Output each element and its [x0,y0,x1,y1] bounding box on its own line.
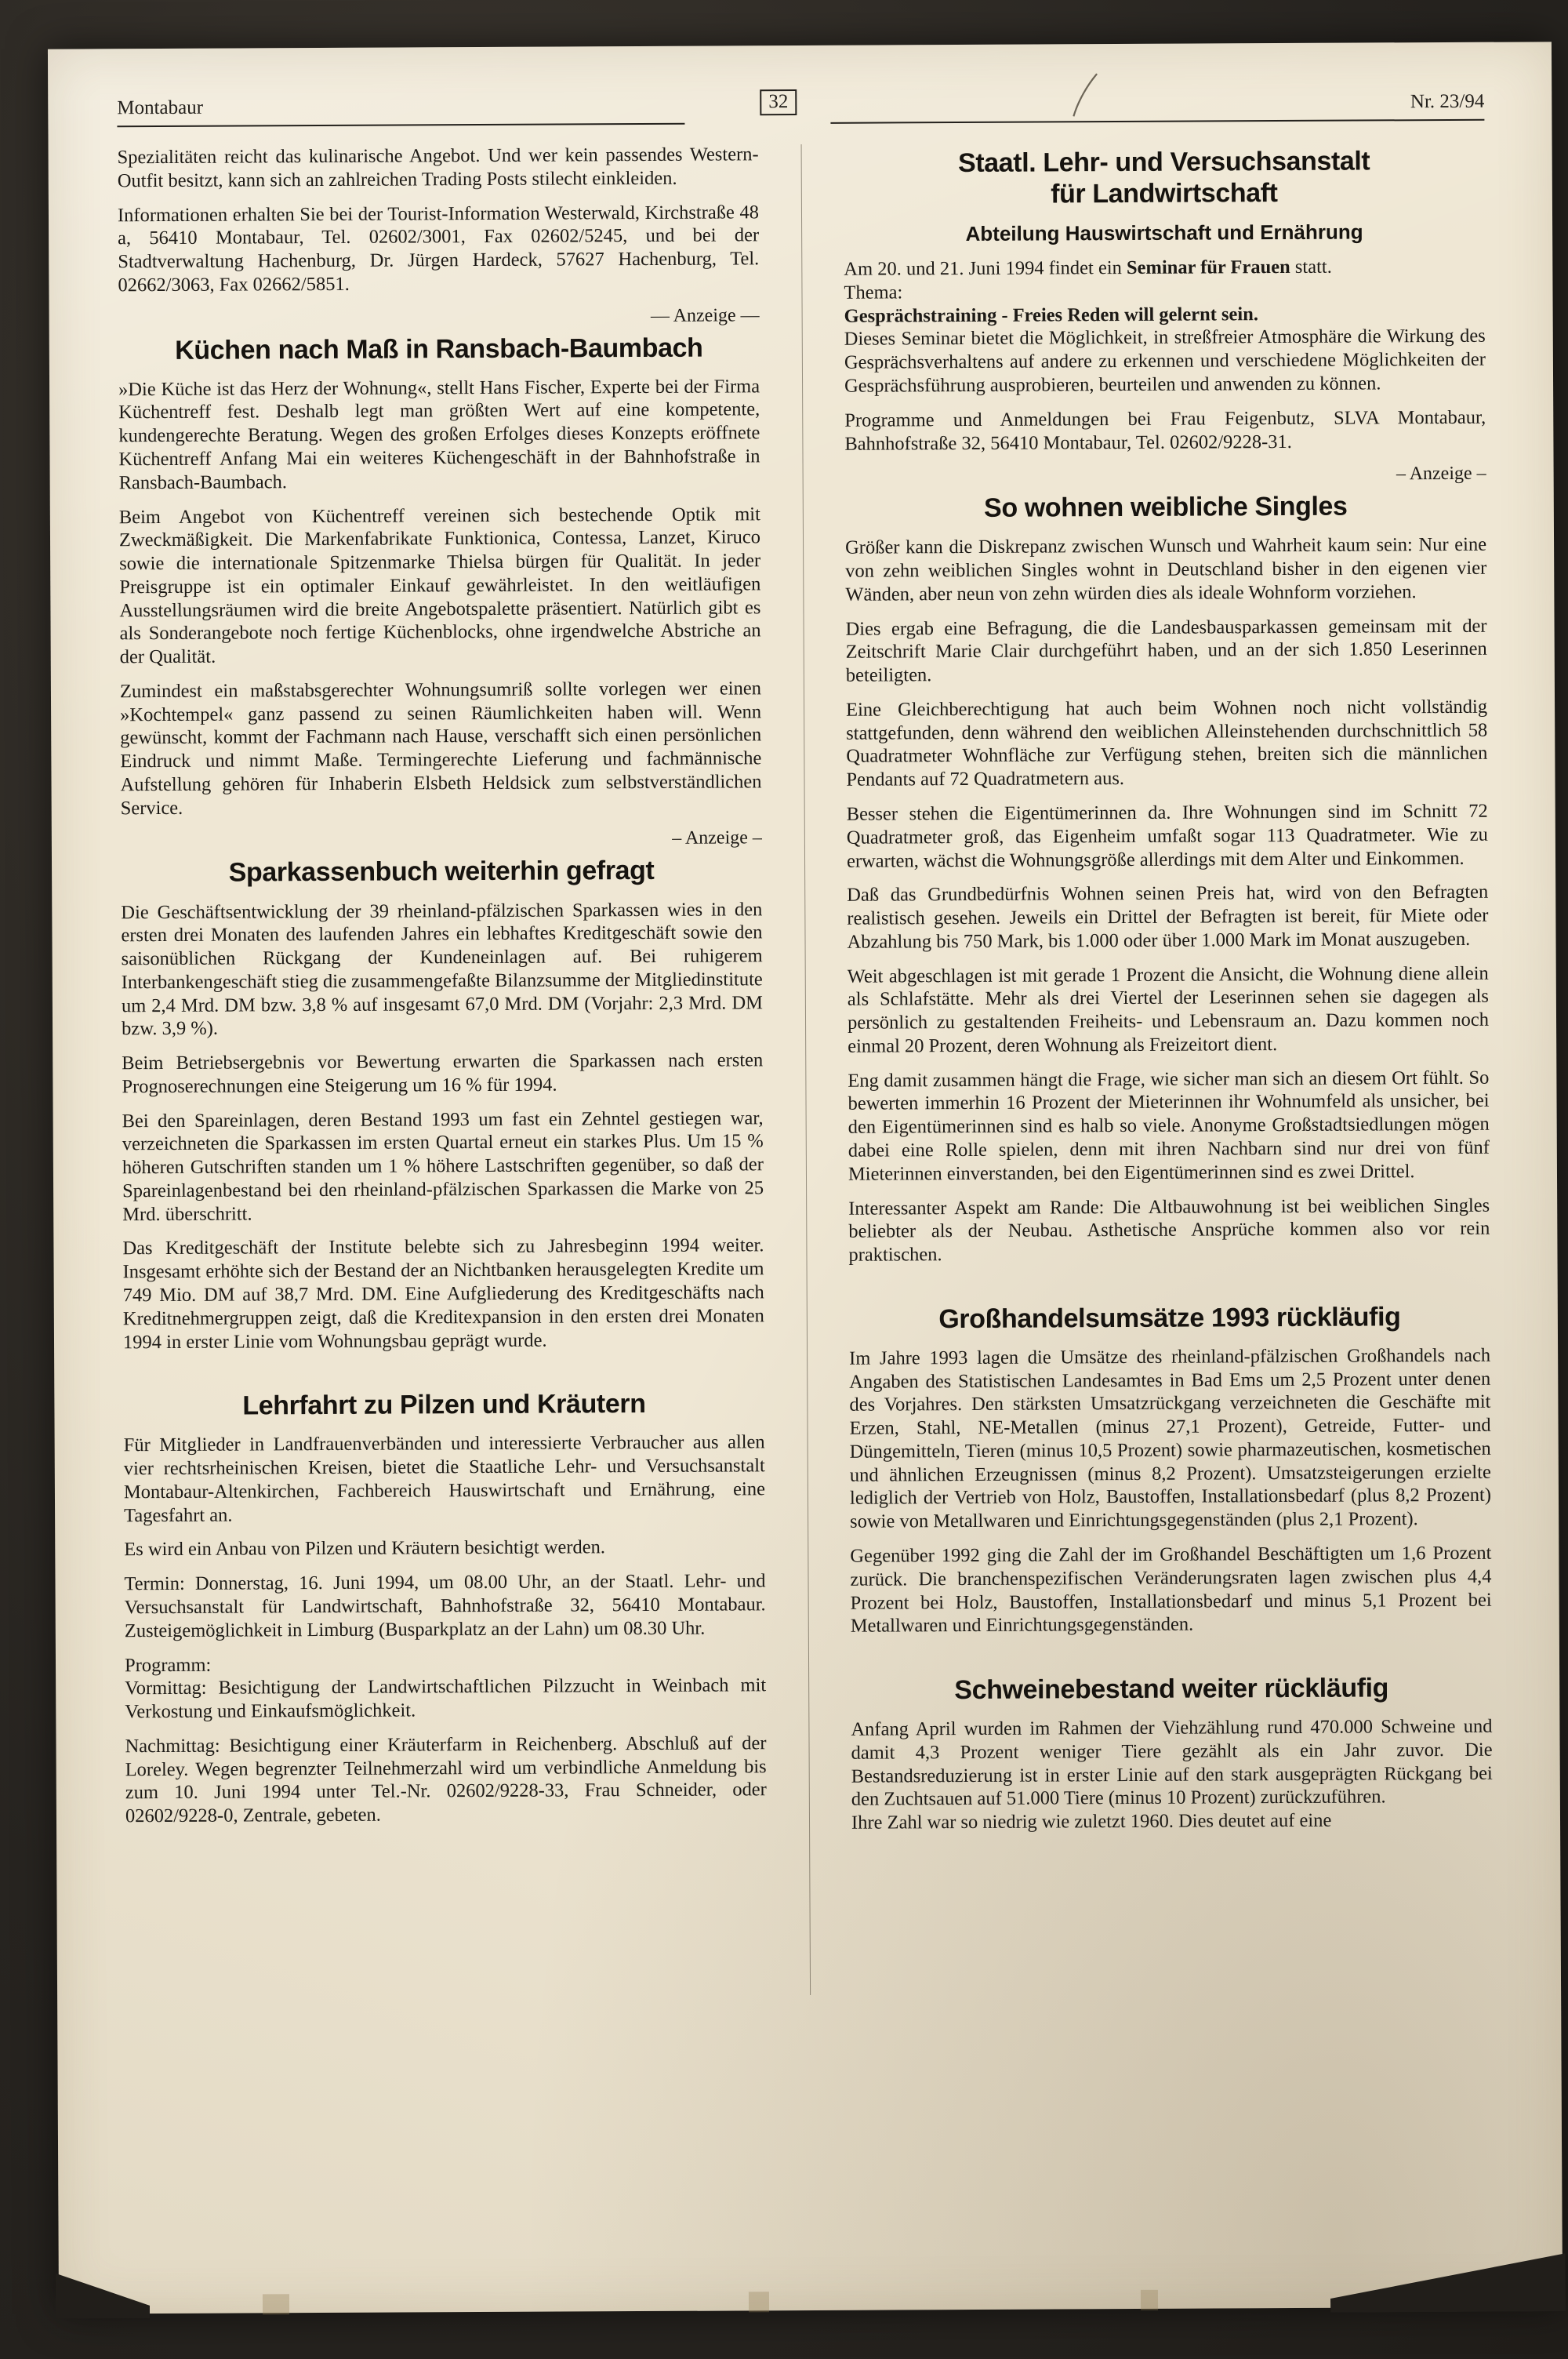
right-article-2-paragraph-5: Daß das Grundbedürfnis Wohnen seinen Preis hat, wird von den Befragten realistisch gesehen. Jeweils ein Drittel der Befragten ist bereit, für Miete oder Abzahlung bis 750 Mark, bis 1.000 oder über 1.000 Mark im Monat auszugeben. [847,881,1489,953]
newspaper-page [48,42,1563,2314]
right-article-3-paragraph-1: Im Jahre 1993 lagen die Umsätze des rheinland-pfälzischen Großhandels nach Angaben des Statistischen Landesamtes in Bad Ems um 2,5 Prozent unter denen des Vorjahres. Den stärksten Umsatzrückgang verzeichneten die Geschäfte mit Erzen, Stahl, NE-Metallen (minus 27,1 Prozent), Getreide, Futter- und Düngemitteln, Tieren (minus 10,5 Prozent) sowie pharmazeutischen, kosmetischen und ähnlichen Erzeugnissen (minus 8,2 Prozent). Umsatzsteigerungen erzielte lediglich der Vertrieb von Holz, Baustoffen, Installationsbedarf (plus 8,2 Prozent) sowie von Metallwaren und Einrichtungsgegenständen (plus 2,1 Prozent). [849,1344,1492,1532]
tape-mark-center [749,2292,769,2312]
article-3-paragraph-5: Vormittag: Besichtigung der Landwirtschaftlichen Pilzzucht in Weinbach mit Verkostung und Einkaufsmöglichkeit. [125,1674,767,1723]
article-1-paragraph-3: Zumindest ein maßstabsgerechter Wohnungsumriß sollte vorlegen wer einen »Kochtempel« ganz passend zu seinen Räumlichkeiten haben will. Wenn gewünscht, kommt der Fachmann nach Hause, verschafft sich einen persönlichen Eindruck und nimmt Maße. Termingerechte Lieferung und fachmännische Aufstellung gehören für Inhaberin Elsbeth Heldsick zum selbstverständlichen Service. [119,678,762,819]
right-article-2-paragraph-8: Interessanter Aspekt am Rande: Die Altbauwohnung ist bei weiblichen Singles beliebter als der Neubau. Asthetische Ansprüche kommen also vor rein praktischen. [848,1194,1490,1266]
right-column [844,140,1494,1846]
article-3-paragraph-6: Nachmittag: Besichtigung einer Kräuterfarm in Reichenberg. Abschluß auf der Loreley. Wegen begrenzter Teilnehmerzahl wird um verbindliche Anmeldung bis zum 10. Juni 1994 unter Tel.-Nr. 02602/9228-33, Frau Schneider, oder 02602/9228-0, Zentrale, gebeten. [125,1732,767,1827]
article-1-paragraph-1: »Die Küche ist das Herz der Wohnung«, stellt Hans Fischer, Experte bei der Firma Küchentreff fest. Deshalb legt man größten Wert auf eine kompetente, kundengerechte Beratung. Wegen des großen Erfolges dieses Konzepts eröffnete Küchentreff Anfang Mai ein weiteres Küchengeschäft in der Bahnhofstraße in Ransbach-Baumbach. [118,375,760,494]
right-article-2-paragraph-3: Eine Gleichberechtigung hat auch beim Wohnen noch nicht vollständig stattgefunden, denn während den weiblichen Alleinstehenden durchschnittlich 58 Quadratmeter Wohnfläche zur Verfügung stehen, breiten sich die männlichen Pendants auf 72 Quadratmetern aus. [846,696,1488,791]
tape-mark-right [1141,2290,1158,2310]
right-article-2-paragraph-7: Eng damit zusammen hängt die Frage, wie sicher man sich an diesem Ort fühlt. So bewerten immerhin 16 Prozent der Mieterinnen ihr Wohnumfeld als unsicher, bei den Eigentümerinnen sind es halb so viele. Anonyme Großstadtsiedlungen mögen dabei eine Rolle spielen, denn mit ihren Nachbarn sind nur drei von fünf Mieterinnen einverstanden, bei den Eigentümerinnen sind es zwei Drittel. [848,1067,1490,1185]
article-1-title: Küchen nach Maß in Ransbach-Baumbach [175,333,703,365]
intro-paragraph-2: Informationen erhalten Sie bei der Tourist-Information Westerwald, Kirchstraße 48 a, 56410 Montabaur, Tel. 02602/3001, Fax 02602/5245, und bei der Stadtverwaltung Hachenburg, Dr. Jürgen Hardeck, 57627 Hachenburg, Tel. 02662/3063, Fax 02662/5851. [117,201,760,296]
article-3-paragraph-3: Termin: Donnerstag, 16. Juni 1994, um 08.00 Uhr, an der Staatl. Lehr- und Versuchsanstalt für Landwirtschaft, Bahnhofstraße 32, 56410 Montabaur. Zusteigemöglichkeit in Limburg (Busparkplatz an der Lahn) um 08.30 Uhr. [124,1570,766,1641]
article-2-paragraph-1: Die Geschäftsentwicklung der 39 rheinland-pfälzischen Sparkassen wies in den ersten drei Monaten des laufenden Jahres ein lebhaftes Kreditgeschäft sowie den saisonüblichen Rückgang der Kundeneinlagen auf. Bei ruhigerem Interbankengeschäft stieg die zusammengefaßte Bilanzsumme der Mitgliedinstitute um 2,4 Mrd. DM bzw. 3,8 % auf insgesamt 67,0 Mrd. DM (Vorjahr: 2,3 Mrd. DM bzw. 3,9 %). [121,898,763,1040]
masthead [117,91,1484,134]
seminar-date-text: Am 20. und 21. Juni 1994 findet ein [844,257,1127,280]
article-3-title: Lehrfahrt zu Pilzen und Kräutern [242,1389,646,1421]
right-article-2-paragraph-6: Weit abgeschlagen ist mit gerade 1 Prozent die Ansicht, die Wohnung diene allein als Schlafstätte. Mehr als drei Viertel der Leserinnen sehen sie dagegen als persönlich zu gestaltenden Freiheits- und Lebensraum an. Dazu kommen noch einmal 20 Prozent, deren Wohnung als Freizeitort dient. [847,962,1490,1057]
tape-mark-left [263,2294,289,2314]
article-2-paragraph-3: Bei den Spareinlagen, deren Bestand 1993 um fast ein Zehntel gestiegen war, verzeichneten die Sparkassen im ersten Quartal erneut ein starkes Plus. Um 15 % höheren Gutschriften standen um 1 % höhere Lastschriften gegenüber, so daß der Spareinlagenbestand bei den rheinland-pfälzischen Sparkassen die Marke von 25 Mrd. überschritt. [122,1107,764,1225]
masthead-issue: Nr. 23/94 [1410,90,1485,113]
right-article-4-paragraph-1: Anfang April wurden im Rahmen der Viehzählung rund 470.000 Schweine und damit 4,3 Prozent weniger Tiere gezählt als ein Jahr zuvor. Die Bestandsreduzierung ist in erster Linie auf den stark ausgeprägten Rückgang bei den Zuchtsauen auf 51.000 Tiere (minus 10 Prozent) zurückzuführen. [851,1715,1493,1811]
article-3-paragraph-4: Programm: [124,1654,212,1676]
article-2-paragraph-4: Das Kreditgeschäft der Institute belebte sich zu Jahresbeginn 1994 weiter. Insgesamt erhöhte sich der Bestand der an Nichtbanken herausgelegten Kredite um 749 Mio. DM auf 38,7 Mrd. DM. Eine Aufgliederung des Kreditgeschäfts nach Kreditnehmergruppen zeigt, daß die Kreditexpansion in den ersten drei Monaten 1994 in erster Linie vom Wohnungsbau geprägt wurde. [122,1234,764,1353]
article-columns [117,140,1493,1834]
right-article-1-title-line2: für Landwirtschaft [1051,178,1278,209]
article-1-paragraph-2: Beim Angebot von Küchentreff vereinen sich bestechende Optik mit Zweckmäßigkeit. Die Markenfabrikate Funktionica, Contessa, Lanzet, Kiruco sowie die internationale Spitzenmarke Thielsa bürgen für Qualität. In jeder Preisgruppe ist ein optimaler Einkauf gewährleistet. In den weitläufigen Ausstellungsräumen wird die breite Angebotspalette präsentiert. Natürlich gibt es als Sonderangebote noch fertige Küchenblocks, ohne irgendwelche Abstriche an der Qualität. [118,503,761,668]
right-article-2-paragraph-1: Größer kann die Diskrepanz zwischen Wunsch und Wahrheit kaum sein: Nur eine von zehn weiblichen Singles wohnt in Deutschland bisher in den eigenen vier Wänden, aber neun von zehn würden dies als ideale Wohnform vorziehen. [845,534,1487,605]
column-divider [801,144,811,1995]
right-article-4-paragraph-2: Ihre Zahl war so niedrig wie zuletzt 1960. Dies deutet auf eine [851,1809,1332,1834]
right-article-1-paragraph-1 [844,255,1485,282]
right-article-3-paragraph-2: Gegenüber 1992 ging die Zahl der im Großhandel Beschäftigten um 1,6 Prozent zurück. Die branchenspezifischen Veränderungsraten lagen zwischen plus 4,4 Prozent bei Holz, Baustoffen, Installationsbedarf und minus 5,1 Prozent bei Metallwaren und Einrichtungsgegenständen. [850,1542,1492,1637]
right-article-1-topic-label: Thema: [844,282,903,304]
intro-paragraph-1: Spezialitäten reicht das kulinarische Angebot. Und wer kein passendes Western-Outfit besitzt, kann sich an zahlreichen Trading Posts stilecht einkleiden. [117,144,759,192]
masthead-rule-left [117,123,684,128]
right-ad-label-1: – Anzeige – [1396,463,1486,485]
page-number-box: 32 [760,89,797,115]
right-article-3-title: Großhandelsumsätze 1993 rückläufig [938,1302,1401,1334]
right-article-1-paragraph-3: Dieses Seminar bietet die Möglichkeit, in streßfreier Atmosphäre die Wirkung des Gesprächsverhaltens auf andere zu erkennen und verschiedene Möglichkeiten der Gesprächsführung ausprobieren, beurteilen und anwenden zu können. [844,325,1486,397]
right-article-1-title-line1: Staatl. Lehr- und Versuchsanstalt [957,146,1370,179]
article-2-title: Sparkassenbuch weiterhin gefragt [228,856,655,889]
seminar-date-end: statt. [1290,256,1332,278]
masthead-location: Montabaur [117,96,204,119]
right-article-2-paragraph-2: Dies ergab eine Befragung, die die Landesbausparkassen gemeinsam mit der Zeitschrift Marie Clair durchgeführt haben, und an der sich 1.850 Leserinnen beteiligten. [845,615,1487,686]
right-article-2-paragraph-4: Besser stehen die Eigentümerinnen da. Ihre Wohnungen sind im Schnitt 72 Quadratmeter groß, das Eigenheim umfaßt sogar 113 Quadratmeter. Wie zu erwarten, wächst die Wohnungsgröße allerdings mit dem Alter und Einkommen. [846,800,1488,872]
page-corner-bottom-left [56,2273,150,2319]
right-article-2-title: So wohnen weibliche Singles [984,491,1348,524]
article-3-paragraph-2: Es wird ein Anbau von Pilzen und Kräutern besichtigt werden. [124,1536,606,1561]
right-article-1-subtitle: Abteilung Hauswirtschaft und Ernährung [965,220,1363,246]
right-article-1-paragraph-4: Programme und Anmeldungen bei Frau Feigenbutz, SLVA Montabaur, Bahnhofstraße 32, 56410 Montabaur, Tel. 02602/9228-31. [844,406,1486,455]
article-3-paragraph-1: Für Mitglieder in Landfrauenverbänden und interessierte Verbraucher aus allen vier rechtsrheinischen Kreisen, bietet die Staatliche Lehr- und Versuchsanstalt Montabaur-Altenkirchen, Fachbereich Hauswirtschaft und Ernährung, eine Tagesfahrt an. [123,1431,766,1526]
article-2-paragraph-2: Beim Betriebsergebnis vor Bewertung erwarten die Sparkassen nach ersten Prognoserechnungen eine Steigerung um 16 % für 1994. [122,1049,764,1098]
right-article-4-title: Schweinebestand weiter rückläufig [954,1673,1389,1706]
seminar-title-text: Seminar für Frauen [1126,256,1290,279]
ad-label-1: — Anzeige — [650,304,760,326]
left-column [118,143,768,1839]
masthead-rule-right [830,119,1484,124]
right-article-1-topic: Gesprächstraining - Freies Reden will gelernt sein. [844,303,1258,327]
page-corner-bottom-right [1330,2253,1566,2312]
ad-label-2: – Anzeige – [672,827,762,849]
